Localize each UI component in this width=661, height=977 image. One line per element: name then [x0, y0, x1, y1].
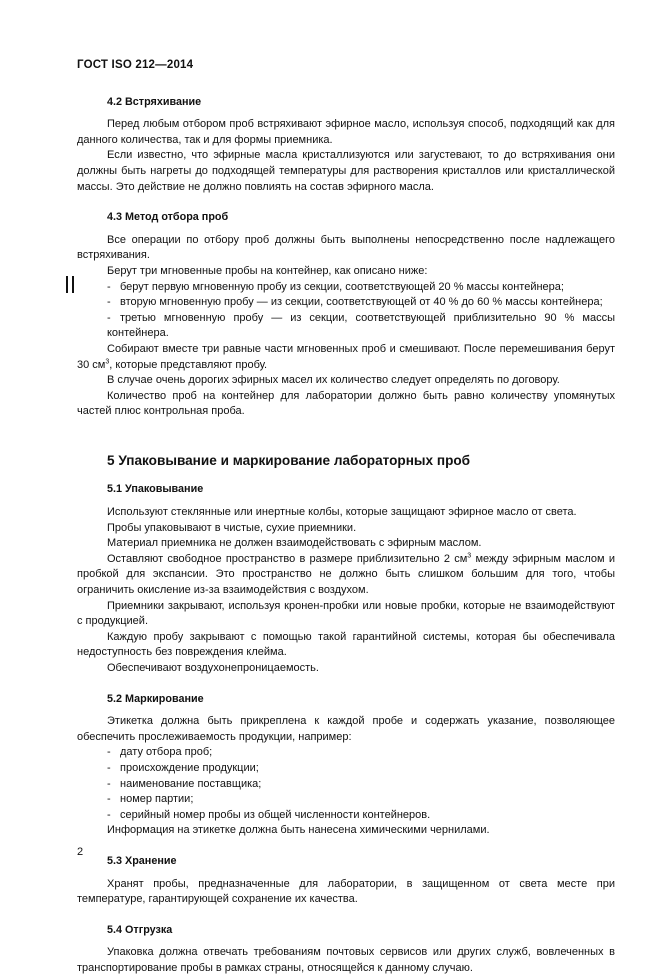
list-item: - происхождение продукции;	[107, 761, 259, 774]
section-4-3-title: 4.3 Метод отбора проб	[107, 211, 229, 224]
paragraph: Используют стеклянные или инертные колбы, которые защищают эфирное масло от света.	[107, 506, 577, 519]
list-item: - вторую мгновенную пробу — из секции, соответствующей от 40 % до 60 % массы контейнера;	[107, 296, 603, 309]
section-5-3-title: 5.3 Хранение	[107, 854, 177, 867]
list-item: - наименование поставщика;	[107, 777, 262, 790]
document-page	[77, 58, 615, 977]
paragraph: В случае очень дорогих эфирных масел их количество следует определять по договору.	[107, 374, 560, 387]
list-item: - берут первую мгновенную пробу из секции, соответствующей 20 % массы контейнера;	[107, 280, 564, 293]
document-header: ГОСТ ISO 212—2014	[77, 59, 194, 71]
list-item: - дату отбора проб;	[107, 746, 213, 759]
paragraph: Информация на этикетке должна быть нанесена химическими чернилами.	[107, 824, 490, 837]
paragraph: Оставляют свободное пространство в размере приблизительно 2 $см^3$ между эфирным маслом и пробкой для экспансии. Это пространство не должно быть слишком большим для того, чтобы ограничить окисление из-за взаимодействия с воздухом.	[77, 552, 615, 597]
section-5-1-title: 5.1 Упаковывание	[107, 483, 204, 496]
paragraph: Приемники закрывают, используя кронен-пробки или новые пробки, которые не взаимодействуют с продукцией.	[77, 599, 615, 628]
paragraph: Обеспечивают воздухонепроницаемость.	[107, 662, 319, 674]
paragraph: Собирают вместе три равные части мгновенных проб и смешивают. После перемешивания берут 30 $см^3$, которые представляют пробу.	[77, 342, 615, 371]
paragraph: Пробы упаковывают в чистые, сухие приемники.	[107, 521, 357, 534]
paragraph: Хранят пробы, предназначенные для лаборатории, в защищенном от света месте при температуре, гарантирующей сохранение их качества.	[77, 877, 615, 906]
list-item: - серийный номер пробы из общей численности контейнеров.	[107, 808, 431, 821]
section-5-title: 5 Упаковывание и маркирование лабораторных проб	[107, 452, 471, 468]
section-5-2-title: 5.2 Маркирование	[107, 692, 204, 705]
list-item: - третью мгновенную пробу — из секции, соответствующей приблизительно 90 % массы контейнера.	[107, 311, 615, 340]
paragraph: Этикетка должна быть прикреплена к каждой пробе и содержать указание, позволяющее обеспечить прослеживаемость продукции, например:	[77, 715, 615, 743]
paragraph: Все операции по отбору проб должны быть выполнены непосредственно после надлежащего встряхивания.	[77, 233, 615, 262]
section-4-2-title: 4.2 Встряхивание	[107, 95, 202, 108]
paragraph: Упаковка должна отвечать требованиям почтовых сервисов или других служб, вовлеченных в транспортирование пробы в рамках страны, относящейся к данному случаю.	[77, 946, 615, 974]
section-5-4-title: 5.4 Отгрузка	[107, 923, 173, 936]
list-item: - номер партии;	[107, 793, 194, 806]
paragraph: Каждую пробу закрывают с помощью такой гарантийной системы, которая бы обеспечивала недоступность без повреждения клейма.	[77, 630, 615, 659]
page-number: 2	[77, 846, 84, 858]
paragraph: Если известно, что эфирные масла кристаллизуются или загустевают, то до встряхивания они должны быть нагреты до подходящей температуры для растворения кристаллов или кристаллической массы. Это действие не должно повлиять на состав эфирного масла.	[77, 149, 615, 193]
paragraph: Берут три мгновенные пробы на контейнер, как описано ниже:	[107, 264, 428, 277]
paragraph: Материал приемника не должен взаимодействовать с эфирным маслом.	[107, 537, 482, 550]
change-marker-bars	[66, 276, 74, 293]
paragraph: Количество проб на контейнер для лаборатории должно быть равно количеству упомянутых частей плюс контрольная проба.	[77, 389, 615, 418]
paragraph: Перед любым отбором проб встряхивают эфирное масло, используя способ, подходящий как для данного количества, так и для формы приемника.	[77, 118, 615, 146]
